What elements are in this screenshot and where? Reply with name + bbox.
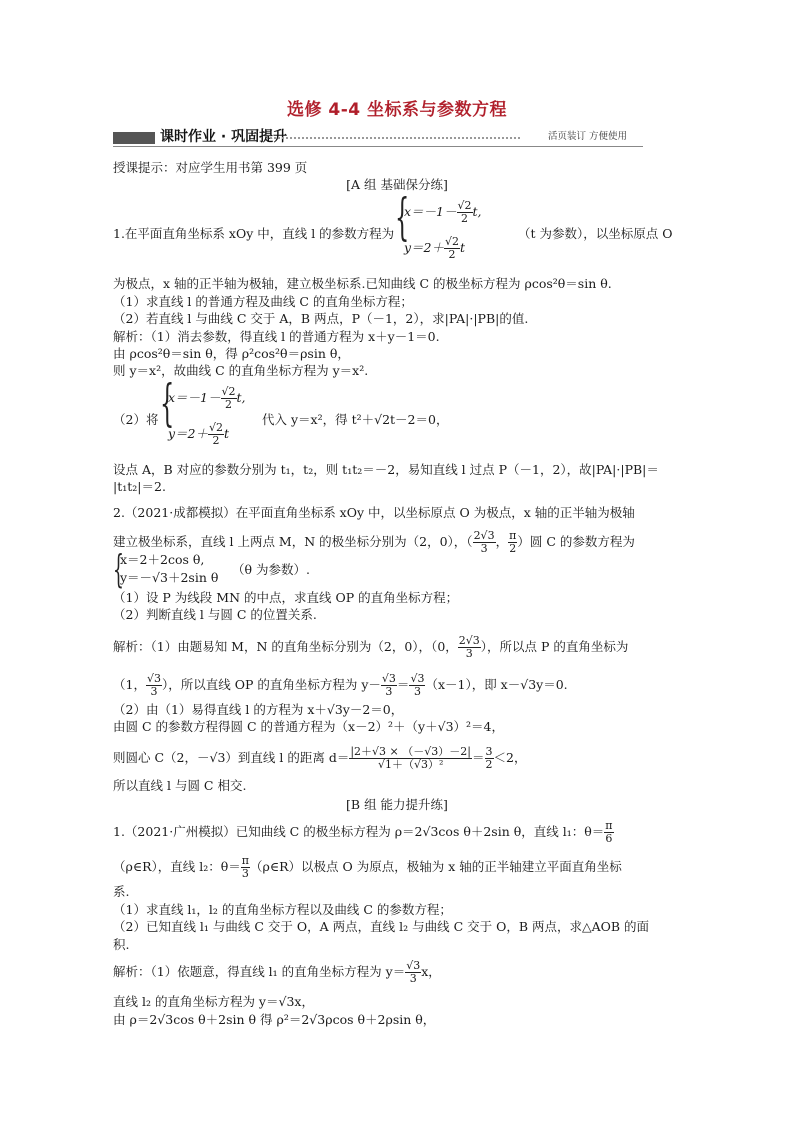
a1-param-y: y＝2＋ $\frac{√2}{2}$ t <box>404 235 466 262</box>
banner-label: 课时作业 · 巩固提升 <box>160 129 288 145</box>
b1-s3: 由 ρ＝2√3cos θ＋2sin θ 得 ρ²＝2√3ρcos θ＋2ρsin θ， <box>113 1012 436 1027</box>
a1-intro-tail: （t 为参数），以坐标原点 O <box>518 226 673 241</box>
a2-param-y: y＝－√3＋2sin θ <box>120 570 219 585</box>
b1-q2b: 积. <box>113 937 130 952</box>
a2-q1: （1）设 P 为线段 MN 的中点，求直线 OP 的直角坐标方程； <box>113 590 459 605</box>
a1-line2: 为极点，x 轴的正半轴为极轴，建立极坐标系.已知曲线 C 的极坐标方程为 ρcos²θ＝sin θ. <box>113 276 612 291</box>
a2-q2: （2）判断直线 l 与圆 C 的位置关系. <box>113 607 317 622</box>
a1-intro: 1.在平面直角坐标系 xOy 中，直线 l 的参数方程为 <box>113 226 395 241</box>
a2-s4: 由圆 C 的参数方程得圆 C 的普通方程为（x－2）²＋（y＋√3）²＝4， <box>113 719 504 734</box>
a2-l2: 建立极坐标系，直线 l 上两点 M，N 的极坐标分别为（2，0），（ $\frac{2√3}{3}$ ， $\frac{\pi}{2}$ ）圆 C 的参数方程为 <box>113 529 635 556</box>
a1-q1: （1）求直线 l 的普通方程及曲线 C 的直角坐标方程； <box>113 294 413 309</box>
a1-s4-pre: （2）将 <box>113 412 159 427</box>
brace-icon: { <box>395 188 410 246</box>
brace-icon: { <box>160 374 175 432</box>
section-b-heading: [B 组 能力提升练] <box>346 797 448 812</box>
a1-s6: |t₁t₂|＝2. <box>113 479 166 494</box>
b1-q2: （2）已知直线 l₁ 与曲线 C 交于 O，A 两点，直线 l₂ 与曲线 C 交于 O，B 两点，求△AOB 的面 <box>113 919 650 934</box>
a1-q2: （2）若直线 l 与曲线 C 交于 A，B 两点，P（－1，2），求|PA|·|PB|的值. <box>113 311 529 326</box>
b1-l1: 1.（2021·广州模拟）已知曲线 C 的极坐标方程为 ρ＝2√3cos θ＋2sin θ，直线 l₁：θ＝ $\frac{\pi}{6}$ <box>113 819 613 846</box>
a1-s5: 设点 A，B 对应的参数分别为 t₁，t₂，则 t₁t₂＝－2，易知直线 l 过点 P（－1，2），故|PA|·|PB|＝ <box>113 462 659 477</box>
a1-s2: 由 ρcos²θ＝sin θ，得 ρ²cos²θ＝ρsin θ， <box>113 346 350 361</box>
hint-line: 授课提示：对应学生用书第 399 页 <box>113 160 308 175</box>
banner-bar <box>113 132 155 144</box>
a2-param-note: （θ 为参数）. <box>232 562 310 577</box>
a1-s4-post: 代入 y＝x²，得 t²＋√2t－2＝0， <box>262 412 449 427</box>
brace-icon: { <box>113 547 124 591</box>
section-a-heading: [A 组 基础保分练] <box>346 177 448 192</box>
a1-s4-param-y: y＝2＋ $\frac{√2}{2}$ t <box>168 421 230 448</box>
a2-param-x: x＝2＋2cos θ, <box>120 552 205 567</box>
b1-s2: 直线 l₂ 的直角坐标方程为 y＝√3x， <box>113 994 314 1009</box>
banner-right-note: 活页装订 方便使用 <box>548 131 628 142</box>
b1-s1: 解析：（1）依题意，得直线 l₁ 的直角坐标方程为 y＝ $\frac{√3}{3}$ x， <box>113 959 441 986</box>
a1-s1: 解析：（1）消去参数，得直线 l 的普通方程为 x＋y－1＝0. <box>113 329 440 344</box>
a2-s1: 解析：（1）由题易知 M，N 的直角坐标分别为（2，0），（0， $\frac{2√3}{3}$ ），所以点 P 的直角坐标为 <box>113 634 629 661</box>
a2-s3: （2）由（1）易得直线 l 的方程为 x＋√3y－2＝0， <box>113 702 404 717</box>
banner-dots <box>270 137 520 139</box>
b1-l2: （ρ∈R），直线 l₂：θ＝ $\frac{\pi}{3}$ （ρ∈R）以极点 O 为原点，极轴为 x 轴的正半轴建立平面直角坐标 <box>113 854 622 881</box>
b1-q1: （1）求直线 l₁，l₂ 的直角坐标方程以及曲线 C 的参数方程； <box>113 902 452 917</box>
a1-s4-param-x: x＝－1－ $\frac{√2}{2}$ t, <box>168 385 246 412</box>
b1-l3: 系. <box>113 884 130 899</box>
a2-s5: 则圆心 C（2，－√3）到直线 l 的距离 d＝ $\frac{|2+√3 \times (-√3)-2|}{\text{√1＋（√3）²}}$ ＝ $\frac{3}{2}$ ＜2， <box>113 745 527 772</box>
a2-s2: （1， $\frac{√3}{3}$ ），所以直线 OP 的直角坐标方程为 y－ $\frac{√3}{3}$ ＝ $\frac{√3}{3}$ （x－1），即 x－√3y＝0. <box>113 672 568 699</box>
banner-rule <box>113 146 643 147</box>
a1-s3: 则 y＝x²，故曲线 C 的直角坐标方程为 y＝x². <box>113 363 369 378</box>
page-title: 选修 4-4 坐标系与参数方程 <box>286 100 508 120</box>
a1-param-x: x＝－1－ $\frac{√2}{2}$ t, <box>404 199 482 226</box>
a2-s6: 所以直线 l 与圆 C 相交. <box>113 778 247 793</box>
a2-l1: 2.（2021·成都模拟）在平面直角坐标系 xOy 中，以坐标原点 O 为极点，x 轴的正半轴为极轴 <box>113 505 635 520</box>
